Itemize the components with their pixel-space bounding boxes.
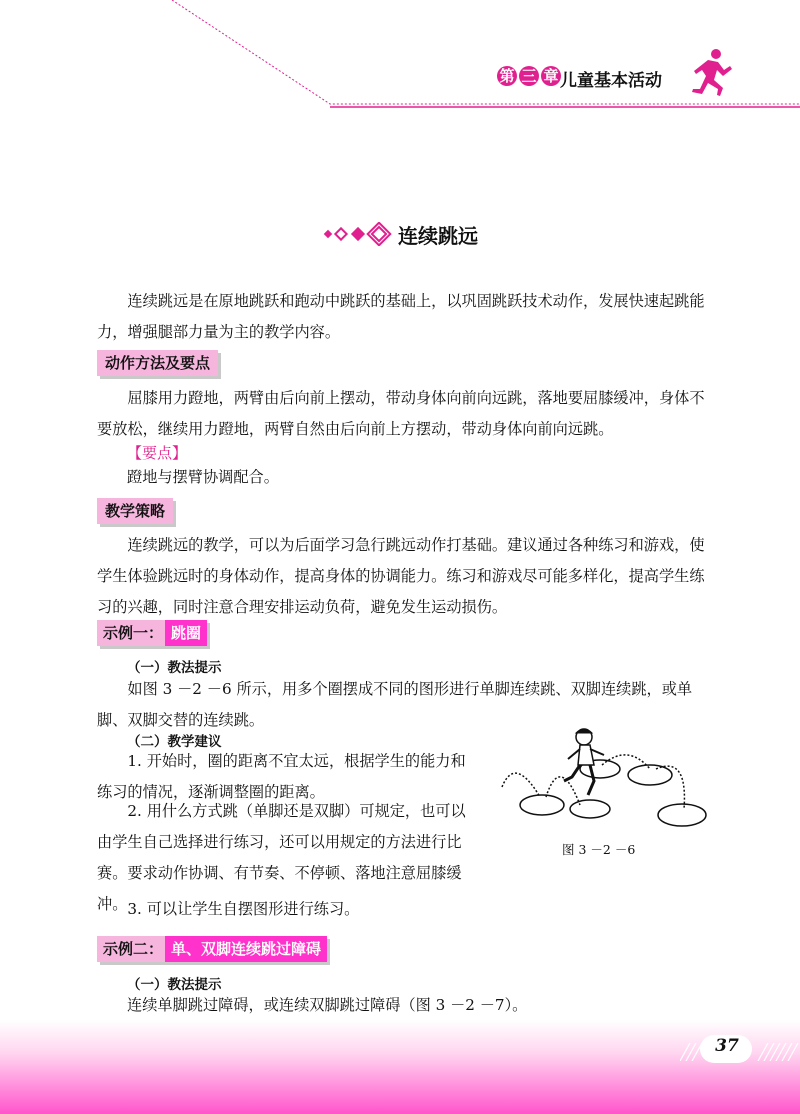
runner-icon (692, 49, 732, 96)
intro-paragraph: 连续跳远是在原地跳跃和跑动中跳跃的基础上，以巩固跳跃技术动作，发展快速起跳能力，增强腿部力量为主的教学内容。 (97, 292, 705, 341)
chapter-title: 儿童基本活动 (560, 71, 662, 91)
example-1-heading (97, 620, 207, 646)
section-heading-strategy: 教学策略 (97, 498, 173, 524)
header-decoration (0, 0, 800, 110)
example-1-sub1-text: 如图 3 －2 －6 所示，用多个圈摆成不同的图形进行单脚连续跳、双脚连续跳，或单脚、双脚交替的连续跳。 (97, 680, 693, 729)
figure-caption: 图 3 －2 －6 (562, 842, 636, 857)
example-2-sub1-text: 连续单脚跳过障碍，或连续双脚跳过障碍（图 3 －2 －7）。 (127, 996, 528, 1014)
strategy-paragraph: 连续跳远的教学，可以为后面学习急行跳远动作打基础。建议通过各种练习和游戏，使学生体验跳远时的身体动作，提高身体的协调能力。练习和游戏尽可能多样化，提高学生练习的兴趣，同时注意合理安排运动负荷，避免发生运动损伤。 (97, 536, 705, 616)
page-number: 37 (715, 1036, 739, 1056)
example-1-name: 跳圈 (165, 620, 207, 646)
hoop-jump-figure (480, 725, 720, 837)
example-2-label: 示例二： (103, 940, 164, 958)
footer-band (0, 1020, 800, 1114)
example-1-label: 示例一： (103, 624, 164, 642)
page-title: 连续跳远 (398, 224, 478, 248)
key-point-label: 【要点】 (127, 444, 188, 462)
example-1-sub1: （一）教法提示 (127, 660, 222, 676)
section-heading-method: 动作方法及要点 (97, 350, 218, 376)
chapter-char-2: 三 (519, 66, 539, 86)
example-2-name: 单、双脚连续跳过障碍 (165, 936, 327, 962)
key-point-text: 蹬地与摆臂协调配合。 (127, 468, 279, 486)
example-1-item-3: 3. 可以让学生自摆图形进行练习。 (127, 900, 360, 918)
example-1-item-2: 2. 用什么方式跳（单脚还是双脚）可规定，也可以由学生自己选择进行练习，还可以用规定的方法进行比赛。要求动作协调、有节奏、不停顿、落地注意屈膝缓冲。 (97, 802, 466, 913)
child-jumping-icon (564, 729, 604, 795)
example-2-sub1: （一）教法提示 (127, 977, 222, 993)
diamond-decoration-icon (323, 222, 393, 246)
method-paragraph: 屈膝用力蹬地，两臂由后向前上摆动，带动身体向前向远跳，落地要屈膝缓冲，身体不要放松，继续用力蹬地，两臂自然由后向前上方摆动，带动身体向前向远跳。 (97, 389, 705, 438)
example-1-sub2: （二）教学建议 (127, 734, 222, 750)
chapter-char-3: 章 (541, 66, 561, 86)
example-2-heading (97, 936, 327, 962)
chapter-char-1: 第 (497, 66, 517, 86)
example-1-item-1: 1. 开始时，圈的距离不宜太远，根据学生的能力和练习的情况，逐渐调整圈的距离。 (97, 752, 466, 801)
